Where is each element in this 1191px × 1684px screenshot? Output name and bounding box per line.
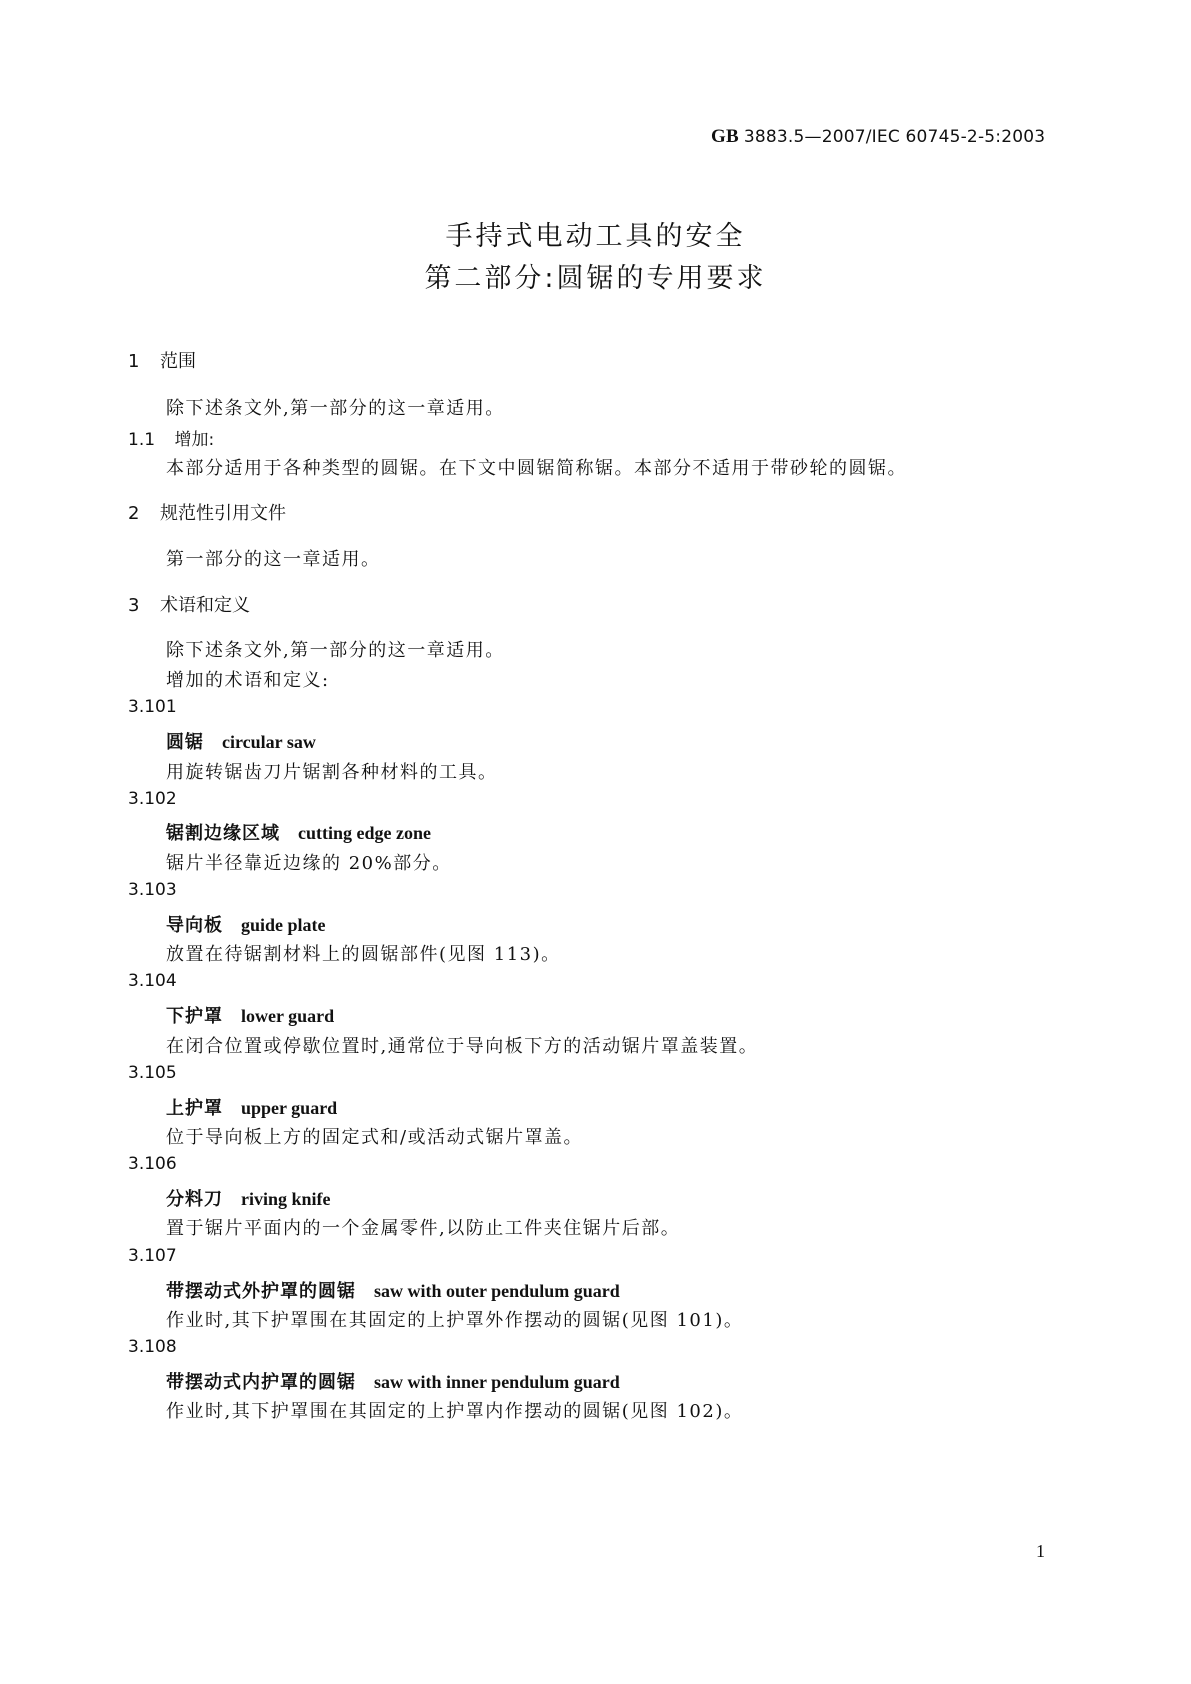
term-definition: 置于锯片平面内的一个金属零件,以防止工件夹住锯片后部。 — [166, 1218, 681, 1239]
term-title — [166, 728, 316, 754]
term-number: 3.103 — [128, 880, 177, 900]
term-definition: 放置在待锯割材料上的圆锯部件(见图 113)。 — [166, 944, 561, 965]
term-number: 3.104 — [128, 971, 177, 991]
section-3-paragraph-2: 增加的术语和定义: — [166, 670, 330, 691]
term-en: saw with inner pendulum guard — [374, 1372, 620, 1392]
section-title: 规范性引用文件 — [160, 503, 286, 524]
term-number: 3.106 — [128, 1154, 177, 1174]
term-zh: 带摆动式内护罩的圆锯 — [166, 1372, 356, 1393]
term-en: upper guard — [241, 1098, 338, 1118]
term-zh: 导向板 — [166, 915, 223, 936]
term-number: 3.105 — [128, 1063, 177, 1083]
section-1-1-paragraph: 本部分适用于各种类型的圆锯。在下文中圆锯简称锯。本部分不适用于带砂轮的圆锯。 — [166, 458, 907, 479]
term-zh: 上护罩 — [166, 1098, 223, 1119]
section-3-paragraph-1: 除下述条文外,第一部分的这一章适用。 — [166, 640, 505, 661]
term-definition: 用旋转锯齿刀片锯割各种材料的工具。 — [166, 762, 498, 783]
term-title — [166, 819, 431, 845]
term-title — [166, 1277, 620, 1303]
term-number: 3.107 — [128, 1246, 177, 1266]
standard-code — [711, 126, 1045, 148]
term-title — [166, 1002, 334, 1028]
section-2-heading — [128, 499, 286, 525]
term-number: 3.108 — [128, 1337, 177, 1357]
section-1-paragraph: 除下述条文外,第一部分的这一章适用。 — [166, 398, 505, 419]
term-en: guide plate — [241, 915, 326, 935]
section-3-heading — [128, 591, 250, 617]
section-1-heading — [128, 347, 196, 373]
term-zh: 圆锯 — [166, 732, 204, 753]
section-title: 术语和定义 — [160, 595, 250, 616]
term-en: circular saw — [222, 732, 316, 752]
subsection-1-1 — [128, 425, 214, 450]
term-title — [166, 1368, 620, 1394]
section-number: 1 — [128, 351, 140, 372]
term-title — [166, 1094, 337, 1120]
term-zh: 锯割边缘区域 — [166, 823, 280, 844]
term-definition: 位于导向板上方的固定式和/或活动式锯片罩盖。 — [166, 1127, 584, 1148]
term-title — [166, 911, 326, 937]
section-2-paragraph: 第一部分的这一章适用。 — [166, 549, 381, 570]
term-number: 3.101 — [128, 697, 177, 717]
section-number: 3 — [128, 595, 140, 616]
term-definition: 锯片半径靠近边缘的 20%部分。 — [166, 853, 452, 874]
page-number: 1 — [1036, 1541, 1045, 1561]
section-number: 2 — [128, 503, 140, 524]
subsection-label: 增加: — [174, 430, 215, 450]
term-definition: 作业时,其下护罩围在其固定的上护罩内作摆动的圆锯(见图 102)。 — [166, 1401, 744, 1422]
term-definition: 在闭合位置或停歇位置时,通常位于导向板下方的活动锯片罩盖装置。 — [166, 1036, 759, 1057]
term-zh: 分料刀 — [166, 1189, 223, 1210]
term-en: cutting edge zone — [298, 823, 431, 843]
term-definition: 作业时,其下护罩围在其固定的上护罩外作摆动的圆锯(见图 101)。 — [166, 1310, 744, 1331]
standard-prefix: GB — [711, 126, 739, 147]
section-title: 范围 — [160, 351, 196, 372]
term-zh: 带摆动式外护罩的圆锯 — [166, 1281, 356, 1302]
term-en: riving knife — [241, 1189, 331, 1209]
document-title-line-1: 手持式电动工具的安全 — [445, 221, 746, 252]
standard-number: 3883.5—2007/IEC 60745-2-5:2003 — [743, 127, 1046, 147]
subsection-number: 1.1 — [128, 430, 156, 450]
term-en: saw with outer pendulum guard — [374, 1281, 620, 1301]
term-title — [166, 1185, 331, 1211]
term-en: lower guard — [241, 1006, 335, 1026]
document-title-line-2: 第二部分:圆锯的专用要求 — [424, 263, 767, 294]
term-number: 3.102 — [128, 789, 177, 809]
term-zh: 下护罩 — [166, 1006, 223, 1027]
